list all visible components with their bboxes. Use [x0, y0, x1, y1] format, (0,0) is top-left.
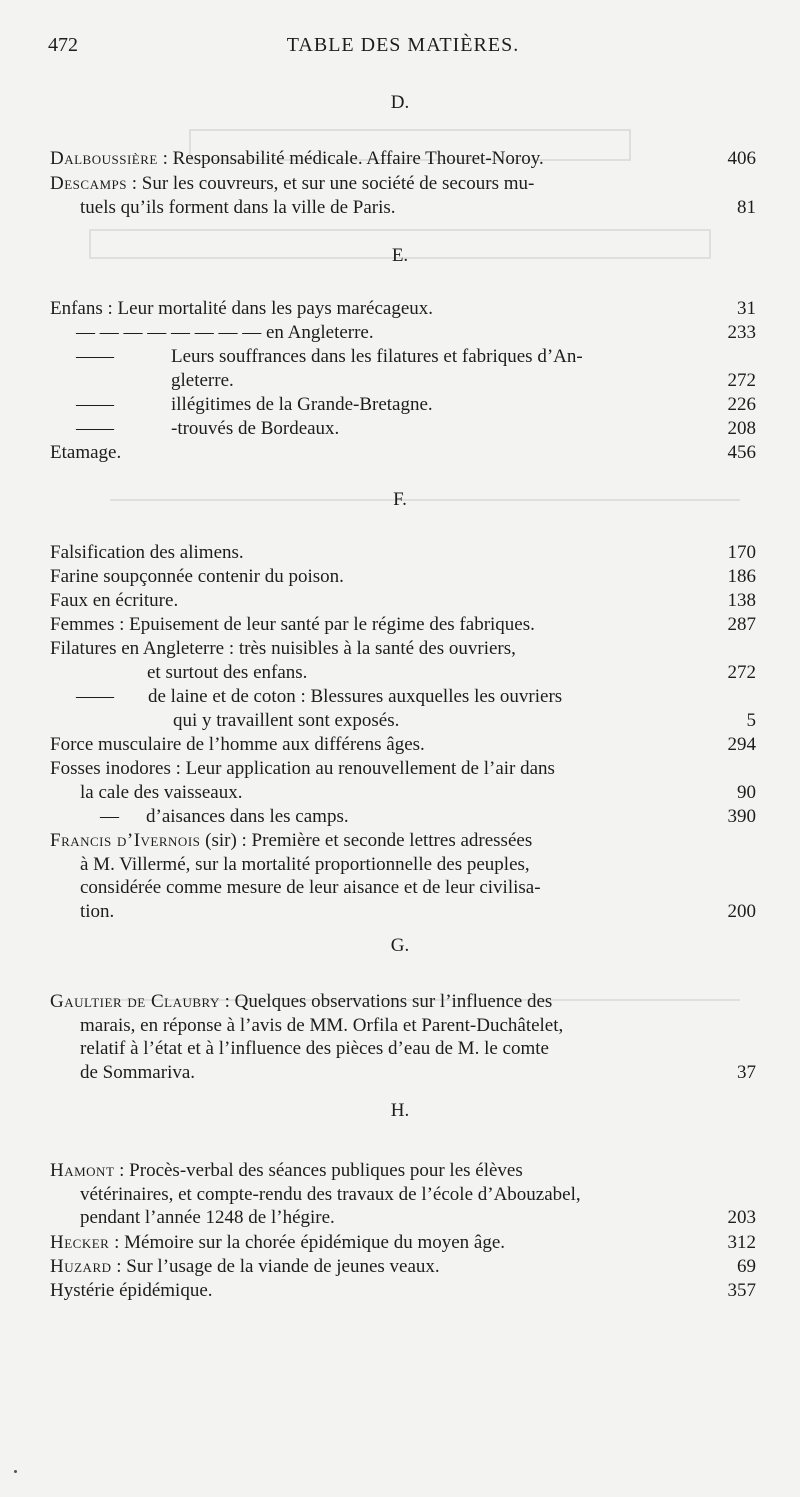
entry-page: 138	[727, 590, 756, 611]
entry-text: illégitimes de la Grande-Bretagne.	[171, 394, 433, 415]
section-letter-g: G.	[390, 935, 410, 956]
entry-page: 406	[727, 148, 756, 169]
index-entry-dalboussiere	[50, 147, 756, 171]
entry-page: 272	[727, 661, 756, 683]
entry-text: Femmes : Epuisement de leur santé par le régime des fabriques.	[50, 614, 535, 635]
entry-author: Francis d’Ivernois	[50, 830, 201, 851]
entry-page: 5	[746, 709, 756, 731]
page-number: 472	[48, 34, 78, 56]
entry-page: 233	[727, 322, 756, 343]
entry-continuation: tuels qu’ils forment dans la ville de Paris.	[80, 196, 396, 218]
entry-page: 208	[727, 418, 756, 439]
section-letter-h: H.	[390, 1100, 410, 1121]
page-header	[48, 34, 758, 64]
entry-continuation: gleterre.	[171, 369, 234, 391]
entry-page: 357	[727, 1280, 756, 1301]
index-entry-filatures-laine	[50, 685, 756, 732]
entry-page: 81	[737, 196, 756, 218]
entry-author: Gaultier de Claubry	[50, 991, 220, 1012]
ditto-dash: — — — — — — — —	[76, 322, 262, 343]
entry-text: Force musculaire de l’homme aux différens âges.	[50, 734, 425, 755]
entry-page: 203	[727, 1207, 756, 1229]
index-entry-farine	[50, 565, 756, 589]
entry-page: 294	[727, 734, 756, 755]
entry-page: 37	[737, 1062, 756, 1084]
index-entry-force	[50, 733, 756, 757]
entry-continuation: de Sommariva.	[80, 1062, 196, 1084]
index-entry-fosses	[50, 757, 756, 804]
entry-text: : Sur l’usage de la viande de jeunes veaux.	[111, 1256, 440, 1277]
entry-page: 390	[727, 806, 756, 827]
index-entry-enfans-illegitimes	[50, 393, 756, 417]
entry-page: 186	[727, 566, 756, 587]
entry-text: Etamage.	[50, 442, 122, 463]
entry-author: Dalboussière	[50, 148, 158, 169]
entry-text: -trouvés de Bordeaux.	[171, 418, 340, 439]
index-entry-femmes	[50, 613, 756, 637]
ink-speck	[14, 1470, 17, 1473]
index-entry-descamps	[50, 172, 756, 219]
entry-page: 170	[727, 542, 756, 563]
ditto-dash: ——	[76, 418, 114, 439]
entry-text: Enfans : Leur mortalité dans les pays marécageux.	[50, 298, 434, 319]
section-letter-e: E.	[391, 245, 409, 266]
entry-text: Falsification des alimens.	[50, 542, 244, 563]
entry-text: en Angleterre.	[266, 322, 374, 343]
entry-text: Hystérie épidémique.	[50, 1280, 213, 1301]
entry-text: Faux en écriture.	[50, 590, 179, 611]
ditto-dash: ——	[76, 686, 114, 707]
index-entry-hamont	[50, 1159, 756, 1230]
entry-author: Huzard	[50, 1256, 112, 1277]
entry-continuation: qui y travaillent sont exposés.	[173, 709, 400, 731]
entry-page: 272	[727, 369, 756, 391]
entry-page: 456	[727, 442, 756, 463]
entry-continuation: relatif à l’état et à l’influence des pièces d’eau de M. le comte	[80, 1038, 549, 1060]
entry-continuation: vétérinaires, et compte-rendu des travaux de l’école d’Abouzabel,	[80, 1183, 581, 1205]
entry-continuation: pendant l’année 1248 de l’hégire.	[80, 1207, 335, 1229]
index-entry-enfans-souffrances	[50, 345, 756, 392]
entry-text: (sir) : Première et seconde lettres adressées	[200, 830, 533, 851]
entry-text: Filatures en Angleterre : très nuisibles à la santé des ouvriers,	[50, 638, 516, 659]
ditto-dash: ——	[76, 346, 114, 367]
entry-author: Hecker	[50, 1232, 110, 1253]
index-entry-enfans-angleterre	[50, 321, 756, 345]
entry-continuation: marais, en réponse à l’avis de MM. Orfila et Parent-Duchâtelet,	[80, 1014, 564, 1036]
entry-text: : Mémoire sur la chorée épidémique du moyen âge.	[109, 1232, 506, 1253]
entry-continuation: tion.	[80, 901, 115, 923]
index-entry-enfans	[50, 297, 756, 321]
entry-text: de laine et de coton : Blessures auxquelles les ouvriers	[148, 686, 563, 707]
entry-page: 69	[737, 1256, 756, 1277]
entry-continuation: considérée comme mesure de leur aisance et de leur civilisa-	[80, 877, 541, 899]
index-entry-gaultier-de-claubry	[50, 990, 756, 1085]
entry-text: : Quelques observations sur l’influence des	[219, 991, 553, 1012]
entry-text: : Sur les couvreurs, et sur une société de secours mu-	[126, 173, 535, 194]
index-entry-fosses-aisances	[50, 805, 756, 829]
entry-text: Farine soupçonnée contenir du poison.	[50, 566, 344, 587]
entry-text: : Responsabilité médicale. Affaire Thouret-Noroy.	[157, 148, 544, 169]
entry-text: d’aisances dans les camps.	[146, 806, 349, 827]
index-entry-etamage	[50, 441, 756, 465]
index-entry-francis-divernois	[50, 829, 756, 924]
entry-author: Descamps	[50, 173, 127, 194]
index-entry-hecker	[50, 1231, 756, 1255]
index-entry-enfans-trouves	[50, 417, 756, 441]
entry-page: 31	[737, 298, 756, 319]
running-title: TABLE DES MATIÈRES.	[286, 34, 520, 56]
index-entry-faux	[50, 589, 756, 613]
index-entry-falsification	[50, 541, 756, 565]
entry-text: : Procès-verbal des séances publiques pour les élèves	[114, 1160, 523, 1181]
entry-text: Leurs souffrances dans les filatures et fabriques d’An-	[171, 346, 583, 367]
entry-continuation: à M. Villermé, sur la mortalité proportionnelle des peuples,	[80, 853, 530, 875]
entry-page: 287	[727, 614, 756, 635]
entry-continuation: et surtout des enfans.	[147, 661, 308, 683]
entry-page: 200	[727, 901, 756, 923]
section-letter-d: D.	[390, 92, 410, 113]
entry-page: 312	[727, 1232, 756, 1253]
entry-text: Fosses inodores : Leur application au renouvellement de l’air dans	[50, 758, 555, 779]
entry-page: 90	[737, 781, 756, 803]
index-entry-hysterie	[50, 1279, 756, 1303]
index-entry-filatures	[50, 637, 756, 684]
entry-page: 226	[727, 394, 756, 415]
ditto-dash: ——	[76, 394, 114, 415]
entry-continuation: la cale des vaisseaux.	[80, 781, 243, 803]
index-entry-huzard	[50, 1255, 756, 1279]
ditto-dash: —	[100, 806, 119, 827]
entry-author: Hamont	[50, 1160, 115, 1181]
section-letter-f: F.	[393, 489, 407, 510]
